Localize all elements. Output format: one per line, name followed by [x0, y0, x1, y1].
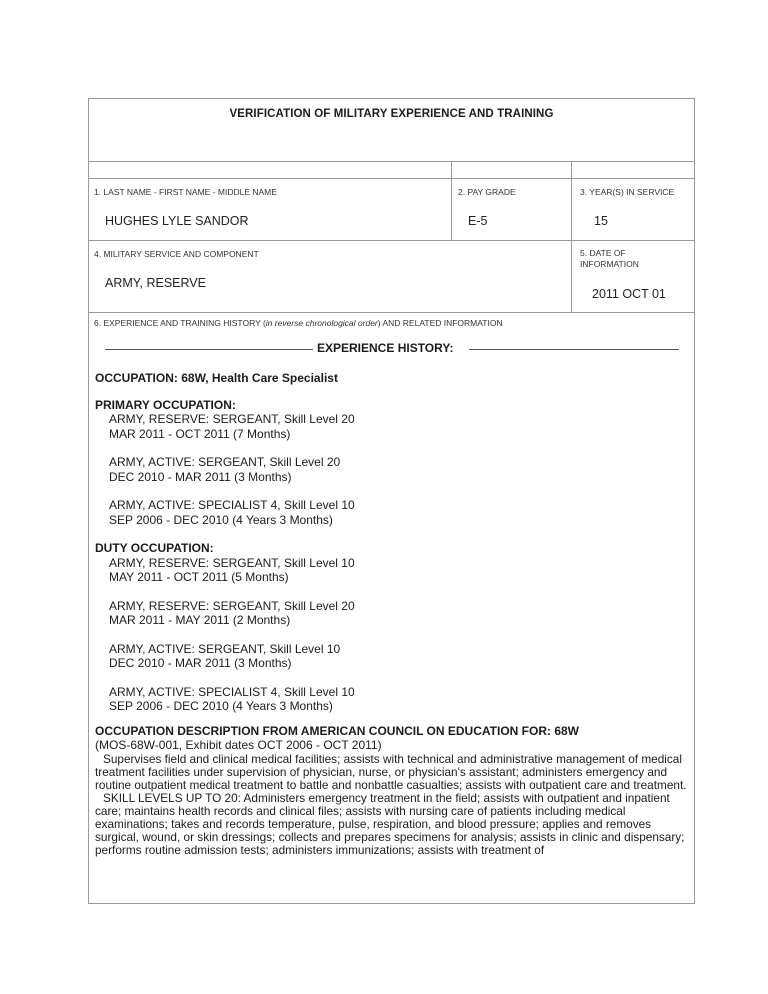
description-paragraph: SKILL LEVELS UP TO 20: Administers emergency treatment in the field; assists with outpatient and inpatient care; maintains health records and clinical files; assists with nursing care of patients including medical examinations; takes and records temperature, pulse, respiration, and blood pressure; applies and removes surgical, wound, or skin dressings; collects and prepares specimens for analysis; assists in clinic and dispensary; performs routine admission tests; administers immunizations; assists with treatment of [95, 790, 685, 857]
list-item [95, 685, 690, 714]
entry-dates: DEC 2010 - MAR 2011 (3 Months) [109, 469, 292, 484]
list-item [95, 642, 690, 671]
divider [105, 349, 313, 350]
history-label-prefix: 6. EXPERIENCE AND TRAINING HISTORY ( [94, 318, 266, 328]
entry-rank: ARMY, ACTIVE: SERGEANT, Skill Level 10 [109, 641, 341, 656]
entry-dates: SEP 2006 - DEC 2010 (4 Years 3 Months) [109, 512, 333, 527]
entry-rank: ARMY, ACTIVE: SPECIALIST 4, Skill Level 10 [109, 684, 355, 699]
divider [89, 240, 694, 241]
experience-history-header [95, 341, 690, 357]
divider [571, 161, 572, 312]
entry-dates: SEP 2006 - DEC 2010 (4 Years 3 Months) [109, 699, 333, 713]
description-title: OCCUPATION DESCRIPTION FROM AMERICAN COUNCIL ON EDUCATION FOR: 68W [95, 723, 579, 738]
experience-history-title: EXPERIENCE HISTORY: [317, 341, 454, 355]
divider [451, 161, 452, 240]
divider [469, 349, 679, 350]
description-subtitle: (MOS-68W-001, Exhibit dates OCT 2006 - OCT 2011) [95, 738, 382, 752]
entry-dates: DEC 2010 - MAR 2011 (3 Months) [109, 656, 292, 670]
name-label: 1. LAST NAME - FIRST NAME - MIDDLE NAME [94, 187, 277, 197]
entry-rank: ARMY, RESERVE: SERGEANT, Skill Level 20 [109, 598, 355, 613]
entry-rank: ARMY, RESERVE: SERGEANT, Skill Level 20 [109, 412, 355, 426]
years-in-service-value: 15 [594, 214, 608, 228]
divider [89, 178, 694, 179]
history-content [95, 341, 690, 857]
list-item [95, 412, 690, 441]
entry-rank: ARMY, ACTIVE: SERGEANT, Skill Level 20 [109, 455, 341, 469]
list-item [95, 556, 690, 585]
divider [89, 312, 694, 313]
list-item [95, 455, 690, 484]
entry-rank: ARMY, RESERVE: SERGEANT, Skill Level 10 [109, 555, 355, 570]
divider [89, 161, 694, 162]
name-value: HUGHES LYLE SANDOR [105, 214, 249, 228]
description-paragraph: Supervises field and clinical medical facilities; assists with technical and administrative management of medical treatment facilities under supervision of physician, nurse, or physician's assistant; administers emergency and routine outpatient medical treatment to battle and nonbattle casualties; assists with outpatient care and treatment. [95, 751, 687, 792]
list-item [95, 599, 690, 628]
pay-grade-value: E-5 [468, 214, 488, 228]
service-component-label: 4. MILITARY SERVICE AND COMPONENT [94, 249, 259, 259]
date-label-line: 5. DATE OF [580, 248, 626, 258]
document-title: VERIFICATION OF MILITARY EXPERIENCE AND TRAINING [229, 108, 554, 120]
verification-document [88, 98, 695, 904]
entry-rank: ARMY, ACTIVE: SPECIALIST 4, Skill Level 10 [109, 498, 355, 512]
date-of-information-label [580, 248, 639, 270]
entry-dates: MAY 2011 - OCT 2011 (5 Months) [109, 570, 289, 584]
pay-grade-label: 2. PAY GRADE [458, 187, 516, 197]
years-in-service-label: 3. YEAR(S) IN SERVICE [580, 187, 675, 197]
service-component-value: ARMY, RESERVE [105, 276, 206, 290]
occupation-heading: OCCUPATION: 68W, Health Care Specialist [95, 371, 338, 385]
date-label-line: INFORMATION [580, 259, 639, 269]
history-label [94, 318, 503, 328]
primary-occupation-title: PRIMARY OCCUPATION: [95, 397, 236, 412]
history-label-italic: in reverse chronological order [265, 318, 378, 328]
entry-dates: MAR 2011 - OCT 2011 (7 Months) [109, 426, 291, 441]
history-label-suffix: ) AND RELATED INFORMATION [377, 318, 503, 328]
duty-occupation-title: DUTY OCCUPATION: [95, 541, 214, 555]
date-of-information-value: 2011 OCT 01 [592, 287, 666, 301]
entry-dates: MAR 2011 - MAY 2011 (2 Months) [109, 613, 291, 627]
list-item [95, 498, 690, 527]
